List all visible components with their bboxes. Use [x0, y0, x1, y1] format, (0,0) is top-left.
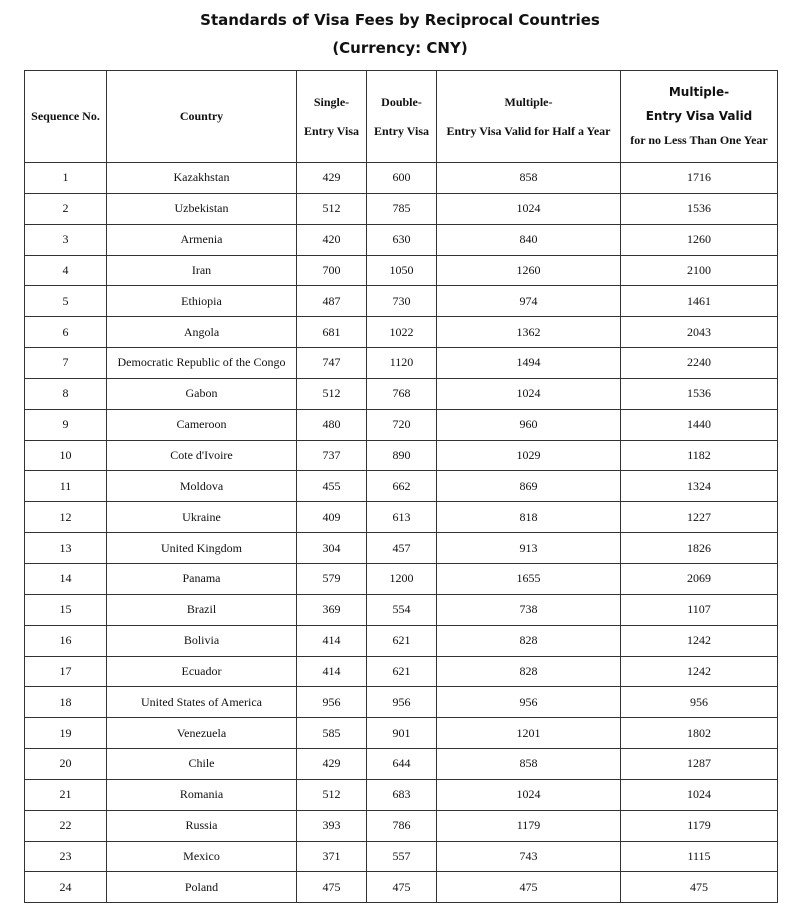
table-row	[25, 533, 778, 564]
table-row	[25, 409, 778, 440]
cell-sequence-no: 12	[25, 502, 107, 533]
cell-double-entry-fee: 1022	[367, 317, 437, 348]
cell-single-entry-fee: 414	[297, 625, 367, 656]
cell-double-entry-fee: 621	[367, 625, 437, 656]
table-row	[25, 779, 778, 810]
cell-double-entry-fee: 890	[367, 440, 437, 471]
table-row	[25, 224, 778, 255]
table-row	[25, 378, 778, 409]
cell-multiple-half-year-fee: 828	[437, 656, 621, 687]
cell-single-entry-fee: 681	[297, 317, 367, 348]
cell-multiple-half-year-fee: 974	[437, 286, 621, 317]
cell-sequence-no: 20	[25, 749, 107, 780]
cell-single-entry-fee: 409	[297, 502, 367, 533]
cell-double-entry-fee: 768	[367, 378, 437, 409]
table-row	[25, 810, 778, 841]
table-row	[25, 255, 778, 286]
cell-single-entry-fee: 480	[297, 409, 367, 440]
cell-multiple-one-year-fee: 2100	[621, 255, 778, 286]
cell-country: Kazakhstan	[107, 163, 297, 194]
cell-sequence-no: 4	[25, 255, 107, 286]
cell-sequence-no: 23	[25, 841, 107, 872]
cell-single-entry-fee: 737	[297, 440, 367, 471]
page-title: Standards of Visa Fees by Reciprocal Countries	[200, 11, 600, 29]
cell-multiple-half-year-fee: 858	[437, 163, 621, 194]
cell-country: Armenia	[107, 224, 297, 255]
cell-double-entry-fee: 956	[367, 687, 437, 718]
table-row	[25, 594, 778, 625]
cell-multiple-one-year-fee: 1802	[621, 718, 778, 749]
cell-country: Ukraine	[107, 502, 297, 533]
cell-sequence-no: 6	[25, 317, 107, 348]
table-row	[25, 749, 778, 780]
cell-country: Ecuador	[107, 656, 297, 687]
cell-single-entry-fee: 956	[297, 687, 367, 718]
cell-multiple-one-year-fee: 2240	[621, 348, 778, 379]
cell-single-entry-fee: 747	[297, 348, 367, 379]
cell-multiple-half-year-fee: 818	[437, 502, 621, 533]
cell-multiple-one-year-fee: 1716	[621, 163, 778, 194]
cell-double-entry-fee: 630	[367, 224, 437, 255]
cell-multiple-half-year-fee: 913	[437, 533, 621, 564]
cell-multiple-one-year-fee: 1115	[621, 841, 778, 872]
table-row	[25, 563, 778, 594]
cell-country: Chile	[107, 749, 297, 780]
cell-sequence-no: 11	[25, 471, 107, 502]
cell-multiple-one-year-fee: 1536	[621, 378, 778, 409]
header-double-entry: Double- Entry Visa	[367, 71, 437, 163]
table-body	[25, 163, 778, 903]
cell-sequence-no: 10	[25, 440, 107, 471]
cell-sequence-no: 17	[25, 656, 107, 687]
cell-double-entry-fee: 785	[367, 193, 437, 224]
cell-multiple-half-year-fee: 1362	[437, 317, 621, 348]
cell-multiple-half-year-fee: 858	[437, 749, 621, 780]
cell-single-entry-fee: 487	[297, 286, 367, 317]
table-row	[25, 471, 778, 502]
cell-sequence-no: 18	[25, 687, 107, 718]
table-row	[25, 163, 778, 194]
cell-multiple-one-year-fee: 1107	[621, 594, 778, 625]
cell-sequence-no: 8	[25, 378, 107, 409]
header-single-entry: Single- Entry Visa	[297, 71, 367, 163]
cell-single-entry-fee: 304	[297, 533, 367, 564]
cell-double-entry-fee: 600	[367, 163, 437, 194]
cell-country: Iran	[107, 255, 297, 286]
cell-multiple-half-year-fee: 840	[437, 224, 621, 255]
cell-country: Cameroon	[107, 409, 297, 440]
cell-sequence-no: 22	[25, 810, 107, 841]
cell-sequence-no: 24	[25, 872, 107, 903]
cell-multiple-one-year-fee: 956	[621, 687, 778, 718]
cell-sequence-no: 19	[25, 718, 107, 749]
cell-country: Uzbekistan	[107, 193, 297, 224]
header-multiple-one-year: Multiple- Entry Visa Valid for no Less Than One Year	[621, 71, 778, 163]
cell-double-entry-fee: 1050	[367, 255, 437, 286]
cell-multiple-half-year-fee: 1260	[437, 255, 621, 286]
cell-country: Panama	[107, 563, 297, 594]
table-header-row	[25, 71, 778, 163]
cell-multiple-half-year-fee: 1201	[437, 718, 621, 749]
cell-multiple-one-year-fee: 1182	[621, 440, 778, 471]
cell-country: Bolivia	[107, 625, 297, 656]
cell-sequence-no: 5	[25, 286, 107, 317]
cell-multiple-one-year-fee: 1440	[621, 409, 778, 440]
cell-multiple-half-year-fee: 869	[437, 471, 621, 502]
table-row	[25, 317, 778, 348]
cell-single-entry-fee: 371	[297, 841, 367, 872]
cell-multiple-one-year-fee: 1536	[621, 193, 778, 224]
cell-country: Angola	[107, 317, 297, 348]
cell-multiple-half-year-fee: 1024	[437, 779, 621, 810]
cell-double-entry-fee: 730	[367, 286, 437, 317]
cell-double-entry-fee: 644	[367, 749, 437, 780]
cell-single-entry-fee: 429	[297, 163, 367, 194]
table-row	[25, 841, 778, 872]
cell-multiple-half-year-fee: 475	[437, 872, 621, 903]
cell-country: Gabon	[107, 378, 297, 409]
cell-country: Brazil	[107, 594, 297, 625]
cell-single-entry-fee: 420	[297, 224, 367, 255]
cell-double-entry-fee: 720	[367, 409, 437, 440]
page-subtitle: (Currency: CNY)	[332, 39, 468, 57]
cell-double-entry-fee: 786	[367, 810, 437, 841]
cell-multiple-half-year-fee: 1655	[437, 563, 621, 594]
cell-country: United States of America	[107, 687, 297, 718]
table-row	[25, 193, 778, 224]
cell-country: Moldova	[107, 471, 297, 502]
cell-sequence-no: 9	[25, 409, 107, 440]
table-row	[25, 625, 778, 656]
cell-multiple-one-year-fee: 1287	[621, 749, 778, 780]
cell-double-entry-fee: 621	[367, 656, 437, 687]
cell-double-entry-fee: 1120	[367, 348, 437, 379]
cell-multiple-half-year-fee: 743	[437, 841, 621, 872]
cell-country: Democratic Republic of the Congo	[107, 348, 297, 379]
cell-sequence-no: 2	[25, 193, 107, 224]
cell-double-entry-fee: 901	[367, 718, 437, 749]
cell-sequence-no: 13	[25, 533, 107, 564]
cell-multiple-half-year-fee: 960	[437, 409, 621, 440]
table-row	[25, 687, 778, 718]
cell-country: Ethiopia	[107, 286, 297, 317]
table-row	[25, 656, 778, 687]
cell-sequence-no: 15	[25, 594, 107, 625]
table-row	[25, 440, 778, 471]
cell-double-entry-fee: 683	[367, 779, 437, 810]
cell-multiple-half-year-fee: 1024	[437, 378, 621, 409]
cell-multiple-one-year-fee: 1826	[621, 533, 778, 564]
cell-sequence-no: 1	[25, 163, 107, 194]
cell-multiple-one-year-fee: 1260	[621, 224, 778, 255]
cell-double-entry-fee: 613	[367, 502, 437, 533]
cell-multiple-half-year-fee: 1494	[437, 348, 621, 379]
cell-multiple-half-year-fee: 1024	[437, 193, 621, 224]
cell-single-entry-fee: 429	[297, 749, 367, 780]
cell-single-entry-fee: 455	[297, 471, 367, 502]
cell-sequence-no: 3	[25, 224, 107, 255]
cell-multiple-one-year-fee: 1242	[621, 656, 778, 687]
visa-fee-table	[24, 70, 778, 903]
cell-country: Poland	[107, 872, 297, 903]
table-row	[25, 348, 778, 379]
cell-multiple-half-year-fee: 828	[437, 625, 621, 656]
cell-single-entry-fee: 579	[297, 563, 367, 594]
cell-multiple-one-year-fee: 1024	[621, 779, 778, 810]
header-sequence-no: Sequence No.	[25, 71, 107, 163]
cell-country: Cote d'Ivoire	[107, 440, 297, 471]
cell-single-entry-fee: 700	[297, 255, 367, 286]
cell-double-entry-fee: 662	[367, 471, 437, 502]
cell-double-entry-fee: 557	[367, 841, 437, 872]
cell-multiple-half-year-fee: 738	[437, 594, 621, 625]
cell-single-entry-fee: 585	[297, 718, 367, 749]
cell-single-entry-fee: 512	[297, 378, 367, 409]
cell-double-entry-fee: 475	[367, 872, 437, 903]
cell-country: Romania	[107, 779, 297, 810]
cell-single-entry-fee: 393	[297, 810, 367, 841]
table-row	[25, 286, 778, 317]
cell-single-entry-fee: 512	[297, 193, 367, 224]
cell-country: Russia	[107, 810, 297, 841]
cell-multiple-one-year-fee: 475	[621, 872, 778, 903]
cell-single-entry-fee: 369	[297, 594, 367, 625]
cell-multiple-one-year-fee: 1461	[621, 286, 778, 317]
cell-country: Venezuela	[107, 718, 297, 749]
cell-sequence-no: 14	[25, 563, 107, 594]
header-multiple-half-year: Multiple- Entry Visa Valid for Half a Year	[437, 71, 621, 163]
cell-multiple-half-year-fee: 1179	[437, 810, 621, 841]
cell-sequence-no: 21	[25, 779, 107, 810]
cell-double-entry-fee: 554	[367, 594, 437, 625]
cell-multiple-half-year-fee: 1029	[437, 440, 621, 471]
cell-country: Mexico	[107, 841, 297, 872]
table-row	[25, 502, 778, 533]
cell-single-entry-fee: 475	[297, 872, 367, 903]
cell-sequence-no: 7	[25, 348, 107, 379]
cell-single-entry-fee: 512	[297, 779, 367, 810]
header-country: Country	[107, 71, 297, 163]
cell-multiple-half-year-fee: 956	[437, 687, 621, 718]
cell-multiple-one-year-fee: 2043	[621, 317, 778, 348]
cell-multiple-one-year-fee: 1227	[621, 502, 778, 533]
cell-multiple-one-year-fee: 1242	[621, 625, 778, 656]
table-row	[25, 718, 778, 749]
cell-country: United Kingdom	[107, 533, 297, 564]
cell-double-entry-fee: 457	[367, 533, 437, 564]
cell-sequence-no: 16	[25, 625, 107, 656]
cell-multiple-one-year-fee: 1324	[621, 471, 778, 502]
cell-multiple-one-year-fee: 1179	[621, 810, 778, 841]
cell-single-entry-fee: 414	[297, 656, 367, 687]
cell-multiple-one-year-fee: 2069	[621, 563, 778, 594]
table-row	[25, 872, 778, 903]
cell-double-entry-fee: 1200	[367, 563, 437, 594]
